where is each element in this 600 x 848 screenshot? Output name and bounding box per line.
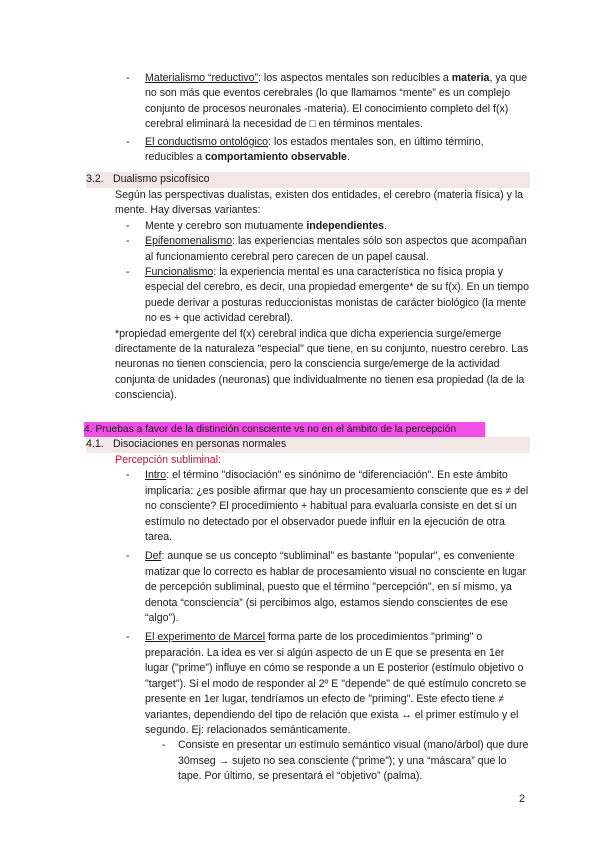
- footnote-paragraph: *propiedad emergente del f(x) cerebral indica que dicha experiencia surge/emerge directamente de la naturaleza "especial" que tiene, en su conjunto, nuestro cerebro. Las neuronas no tienen consciencia, pero la consciencia surge/emerge de la actividad conjunta de unidades (neuronas) que individualmente no tienen esa propiedad (la de la consciencia).: [115, 327, 529, 402]
- bullet-dash: -: [162, 739, 166, 752]
- term: Materialismo “reductivo”: [145, 72, 259, 84]
- bullet-dash: -: [126, 235, 130, 248]
- bullet-dash: -: [126, 631, 130, 644]
- term: El conductismo ontológico: [145, 135, 269, 148]
- section-heading-4: [84, 422, 485, 437]
- section-number: 3.2.: [86, 173, 104, 185]
- section-title: 4. Pruebas a favor de la distinción consciente vs no en el ámbito de la percepción: [84, 424, 457, 435]
- term: El experimento de Marcel: [145, 631, 266, 644]
- term: Epifenomenalismo: [145, 235, 233, 248]
- bullet-dash: -: [126, 135, 130, 148]
- list-item: - El conductismo ontológico: los estados mentales son, en último término, reducibles a comportamiento observable.: [126, 135, 484, 164]
- bullet-dash: -: [126, 219, 130, 232]
- top-list: [126, 71, 530, 165]
- section-number: 4.1.: [86, 438, 104, 450]
- subtitle: Percepción subliminal:: [115, 454, 221, 466]
- list-item: - Epifenomenalismo: las experiencias mentales sólo son aspectos que acompañan al funcionamiento cerebral pero carecen de un papel causal.: [126, 235, 527, 263]
- list-item: - Funcionalismo: la experiencia mental es una característica no física propia y especial del cerebro, es decir, una propiedad emergente* de su f(x). En un tiempo puede derivar a posturas reduccionistas monistas de carácter biológico (la mente no es + que actividad cerebral).: [126, 266, 529, 325]
- term: Intro: [145, 469, 167, 482]
- section-heading-3-2: [86, 172, 530, 188]
- bullet-dash: -: [126, 266, 130, 279]
- bullet-dash: -: [126, 469, 130, 482]
- list-item: - Intro: el término "disociación" es sinónimo de “diferenciación". En este ámbito implicaría: ¿es posible afirmar que hay un procesamiento consciente que es ≠ del no consciente? El procedimiento + habitual para evaluarla consiste en det si un estímulo no detectado por el observador puede influir en la ejecución de otra tarea.: [126, 469, 529, 544]
- section-title: Dualismo psicofísico: [113, 173, 210, 185]
- list-item: - Def: aunque se us concepto “subliminal” es bastante "popular", es conveniente matizar que lo correcto es hablar de procesamiento visual no consciente en lugar de percepción subliminal, puesto que el término "percepción", en sí mismo, ya denota “consciencia” (si percibimos algo, estamos siendo conscientes de ese “algo”).: [126, 550, 526, 625]
- list-item: - Materialismo “reductivo”: los aspectos mentales son reducibles a materia, ya que no son más que eventos cerebrales (lo que llamamos “mente” es un complejo conjunto de procesos neuronales -materia). El conocimiento completo del f(x) cerebral eliminará la necesidad de □ en términos mentales.: [126, 72, 528, 131]
- term: Funcionalismo: [145, 266, 214, 279]
- bullet-dash: -: [126, 72, 130, 84]
- section-4-1-body: [115, 453, 530, 785]
- section-heading-4-1: [86, 437, 530, 453]
- list-item: - Mente y cerebro son mutuamente independientes.: [145, 219, 530, 234]
- page-number: 2: [519, 793, 526, 805]
- bullet-dash: -: [126, 550, 130, 563]
- section-title: Disociaciones en personas normales: [113, 438, 287, 450]
- term: Def: [145, 550, 162, 563]
- intro-paragraph: Según las perspectivas dualistas, existen dos entidades, el cerebro (materia física) y la mente. Hay diversas variantes:: [115, 189, 524, 217]
- sub-list-item: - Consiste en presentar un estímulo semántico visual (mano/árbol) que dure 30mseg → sujeto no sea consciente (“prime”); y una “máscara” que lo tape. Por último, se presentará el “objetivo” (palma).: [162, 739, 529, 783]
- section-3-2-body: [115, 188, 530, 404]
- list-item: - El experimento de Marcel forma parte de los procedimientos "priming" o preparación. La idea es ver si algún aspecto de un E que se presenta en 1er lugar ("prime") influye en cómo se responde a un E posterior (estímulo objetivo o "target"). Si el modo de responder al 2º E "depende" de qué estímulo concreto se presente en 1er lugar, tendríamos un efecto de "priming". Este efecto tiene ≠ variantes, dependiendo del tipo de relación que exista ↔ el primer estímulo y el segundo. Ej: relacionados semánticamente. - Consiste en presentar un estímulo semántico visual (mano/árbol) que dure 30mseg → sujeto no sea consciente (“prime”); y una “máscara” que lo tape. Por último, se presentará el “objetivo” (palma).: [145, 630, 530, 784]
